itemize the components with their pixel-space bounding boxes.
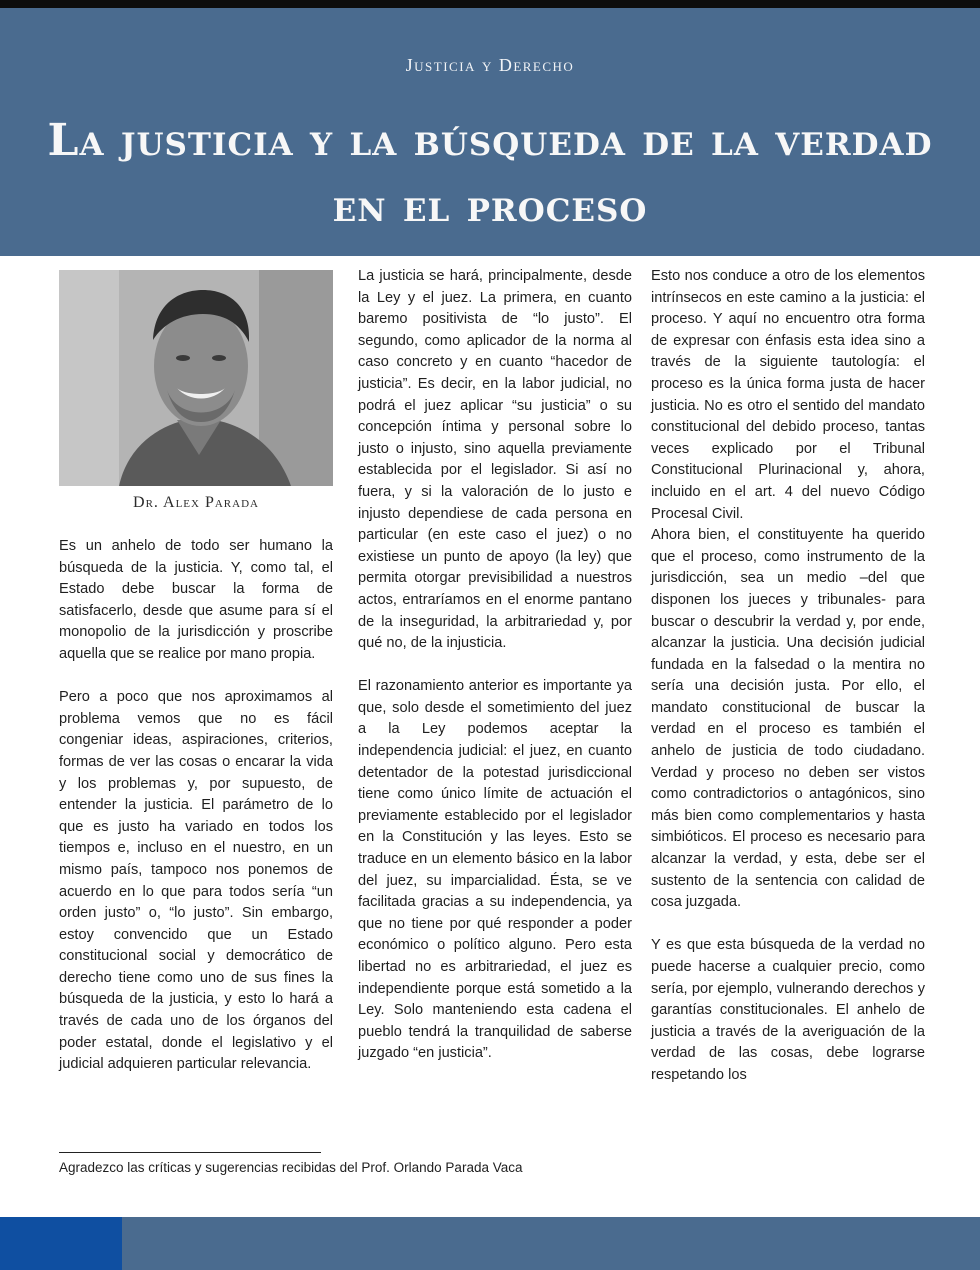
- section-label: Justicia y Derecho: [405, 55, 575, 75]
- footnote: Agradezco las críticas y sugerencias recibidas del Prof. Orlando Parada Vaca: [59, 1160, 523, 1175]
- column-3: [651, 266, 925, 1087]
- article-title: La justicia y la búsqueda de la verdad en el proceso: [47, 115, 933, 232]
- paragraph: Es un anhelo de todo ser humano la búsqueda de la justicia. Y, como tal, el Estado debe buscar la forma de satisfacerlo, desde que asume para sí el monopolio de la jurisdicción y proscribe aquella que se realice por mano propia.: [59, 538, 333, 662]
- column-1: [59, 536, 333, 1076]
- photo-caption: Dr. Alex Parada: [133, 494, 259, 511]
- paragraph: Esto nos conduce a otro de los elementos intrínsecos en este camino a la justicia: el proceso. Y aquí no encuentro otra forma de expresar con énfasis esta idea sino a través de la siguiente tautología: el proceso es la única forma justa de hacer justicia. No es otro el sentido del mandato constitucional del debido proceso, tantas veces explicado por el Tribunal Constitucional Plurinacional y, ahora, incluido en el art. 4 del nuevo Código Procesal Civil.: [651, 268, 925, 522]
- footnote-divider: [59, 1152, 321, 1153]
- paragraph: Pero a poco que nos aproximamos al problema vemos que no es fácil congeniar ideas, aspiraciones, criterios, formas de ver las cosas o encarar la vida y los problemas y, por supuesto, de entender la justicia. El parámetro de lo que es justo ha variado en todos los tiempos e, incluso en el nuestro, en un mismo país, tampoco nos ponemos de acuerdo en lo que para todos sería “un orden justo” o, “lo justo”. Sin embargo, estoy convencido que un Estado constitucional social y democrático de derecho tiene como uno de sus fines la búsqueda de la justicia, y esto lo hará a través de cada uno de los órganos del poder estatal, donde el legislativo y el judicial adquieren particular relevancia.: [59, 689, 333, 1073]
- paragraph: El razonamiento anterior es importante ya que, solo desde el sometimiento del juez a la Ley podemos aceptar la independencia judicial: el juez, en cuanto detentador de la potestad jurisdiccional tiene como único límite de actuación el previamente establecido por el legislador en la Constitución y las leyes. Esto se traduce en un elemento básico en la labor del juez, su imparcialidad. Ésta, se ve facilitada gracias a su independencia, ya que no tiene por qué responder a poder económico o político alguno. Pero esta libertad no es arbitrariedad, el juez es independiente porque está sometido a la Ley. Solo manteniendo esta cadena el pueblo tendrá la tranquilidad de saberse juzgado “en justicia”.: [358, 678, 632, 1062]
- header-band: [0, 8, 980, 256]
- column-2: [358, 266, 632, 1065]
- paragraph: Y es que esta búsqueda de la verdad no puede hacerse a cualquier precio, como sería, por ejemplo, vulnerando derechos y garantías constitucionales. El anhelo de justicia a través de la averiguación de la verdad de las cosas, debe lograrse respetando los: [651, 937, 925, 1083]
- top-border: [0, 0, 980, 8]
- footer-band: [0, 1217, 980, 1270]
- paragraph: La justicia se hará, principalmente, desde la Ley y el juez. La primera, en cuanto baremo positivista de “lo justo”. El segundo, como aplicador de la norma al caso concreto y en cuanto “hacedor de justicia”. Es decir, en la labor judicial, no podrá el juez aplicar “su justicia” o su concepción íntima y personal sobre lo justo o injusto, sino aquella previamente establecida por el legislador. Si así no fuera, y si la valoración de lo justo e injusto dependiese de cada persona en particular (en este caso el juez) o no existiese un punto de apoyo (la ley) que permita otorgar previsibilidad a nuestros actos, entraríamos en el enorme pantano de la inseguridad, la arbitrariedad y, por qué no, de la injusticia.: [358, 268, 632, 652]
- author-portrait-image: [59, 270, 333, 486]
- paragraph: Ahora bien, el constituyente ha querido que el proceso, como instrumento de la jurisdicción, sea un medio –del que disponen los jueces y tribunales- para buscar o descubrir la verdad y, por ende, alcanzar la justicia. Una decisión judicial fundada en la falsedad o la mentira no sería una decisión justa. Por ello, el mandato constitucional de buscar la verdad en el proceso es también el anhelo de justicia de todo ciudadano. Verdad y proceso no deben ser vistos como contradictorios o antagónicos, sino más bien como complementarios y hasta simbióticos. El proceso es necesario para alcanzar la verdad, y esta, debe ser el sustento de la sentencia con calidad de cosa juzgada.: [651, 527, 925, 911]
- footer-accent: [0, 1217, 122, 1270]
- author-photo: [59, 270, 333, 486]
